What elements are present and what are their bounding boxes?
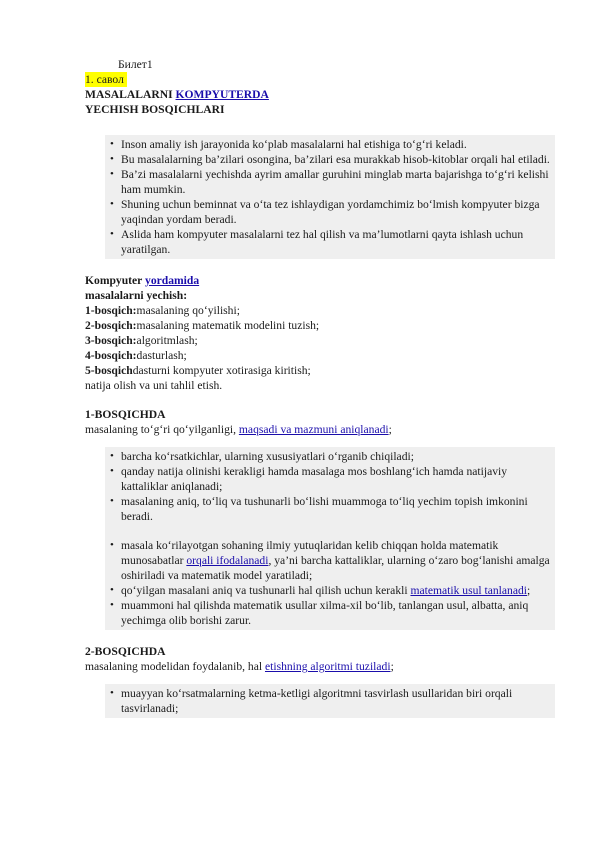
title-text: MASALALARNI — [85, 88, 176, 101]
step-row — [85, 303, 555, 318]
stage1-intro-text: masalaning to‘g‘ri qo‘yilganligi, — [85, 423, 239, 436]
step-row — [85, 333, 555, 348]
step-label: 4-bosqich: — [85, 349, 137, 362]
list-item — [105, 538, 555, 583]
list-item: • qanday natija olinishi kerakligi hamda masalaga mos boshlang‘ich hamda natijaviy kattaliklar aniqlanadi; — [105, 464, 555, 494]
bullet-text: qo‘yilgan masalani aniq va tushunarli hal qilish uchun kerakli — [121, 584, 411, 597]
list-item: • Aslida ham kompyuter masalalarni tez hal qilish va ma’lumotlarni qayta ishlash uchun yaratilgan. — [105, 227, 555, 257]
stage2-intro — [85, 659, 555, 674]
step-text: masalaning matematik modelini tuzish; — [136, 319, 320, 332]
stage1-intro-link[interactable]: maqsadi va mazmuni aniqlanadi — [238, 423, 389, 436]
bullet-link[interactable]: matematik usul tanlanadi — [410, 584, 528, 597]
list-item: • muammoni hal qilishda matematik usullar xilma-xil bo‘lib, tanlangan usul, albatta, aniq yechimga olib borishi zarur. — [105, 598, 555, 628]
steps-heading — [85, 273, 555, 288]
stage1-bullet-list-b — [105, 538, 555, 628]
intro-bullet-list — [105, 137, 555, 257]
bullet-text: ; — [527, 584, 531, 597]
step-text: dasturlash; — [136, 349, 187, 362]
list-item: • muayyan ko‘rsatmalarning ketma-ketligi algoritmni tasvirlash usullaridan biri orqali tasvirlanadi; — [105, 686, 555, 716]
stage2-intro-link[interactable]: etishning algoritmi tuziladi — [264, 660, 391, 673]
list-item: • Shuning uchun beminnat va o‘ta tez ishlaydigan yordamchimiz bo‘lmish kompyuter bizga yaqindan yordam beradi. — [105, 197, 555, 227]
ticket-label: Билет1 — [118, 58, 153, 71]
step-label: 1-bosqich: — [85, 304, 137, 317]
bullet-link[interactable]: orqali ifodalanadi — [186, 554, 269, 567]
step-text: masalaning qo‘yilishi; — [136, 304, 240, 317]
stage2-intro-end: ; — [390, 660, 394, 673]
steps-heading-text: Kompyuter — [85, 274, 146, 287]
main-title — [85, 87, 555, 102]
stage2-bullet-box — [105, 684, 555, 718]
step-label: 5-bosqich — [85, 364, 133, 377]
list-item: • barcha ko‘rsatkichlar, ularning xususiyatlari o‘rganib chiqiladi; — [105, 449, 555, 464]
step-row — [85, 348, 555, 363]
question-label: 1. савол — [85, 72, 127, 87]
title-link[interactable]: KOMPYUTERDA — [175, 88, 269, 101]
stage1-intro-end: ; — [388, 423, 392, 436]
bullet-text: masala ko‘rilayotgan sohaning ilmiy yutuqlaridan kelib chiqqan holda matematik munosabatlar — [121, 539, 499, 567]
step-text: algoritmlash; — [136, 334, 198, 347]
list-item: • Inson amaliy ish jarayonida ko‘plab masalalarni hal etishiga to‘g‘ri keladi. — [105, 137, 555, 152]
stage1-intro — [85, 422, 555, 437]
steps-heading-line2: masalalarni yechish: — [85, 289, 188, 302]
stage2-intro-text: masalaning modelidan foydalanib, hal — [85, 660, 265, 673]
list-item — [105, 583, 555, 598]
step-label: 3-bosqich: — [85, 334, 137, 347]
stage1-heading: 1-BOSQICHDA — [85, 408, 166, 421]
step-label: 2-bosqich: — [85, 319, 137, 332]
step-row — [85, 318, 555, 333]
steps-heading-link[interactable]: yordamida — [145, 274, 200, 287]
step-row — [85, 363, 555, 378]
stage2-bullet-list — [105, 686, 555, 716]
stage2-heading: 2-BOSQICHDA — [85, 645, 166, 658]
steps-final: natija olish va uni tahlil etish. — [85, 379, 223, 392]
stage1-bullet-box — [105, 447, 555, 630]
list-item: • Bu masalalarning ba’zilari osongina, ba’zilari esa murakkab hisob-kitoblar orqali hal etiladi. — [105, 152, 555, 167]
intro-bullet-box — [105, 135, 555, 259]
bullet-text: , ya’ni barcha kattaliklar, ularning o‘zaro bog‘lanishi amalga oshiriladi va matematik model yaratiladi; — [121, 554, 550, 582]
step-text: dasturni kompyuter xotirasiga kiritish; — [132, 364, 311, 377]
stage1-bullet-list-a — [105, 449, 555, 524]
document-content — [85, 57, 555, 718]
list-item: • Ba’zi masalalarni yechishda ayrim amallar guruhini minglab marta bajarishga to‘g‘ri kelishi ham mumkin. — [105, 167, 555, 197]
list-item: • masalaning aniq, to‘liq va tushunarli bo‘lishi muammoga to‘liq yechim topish imkonini beradi. — [105, 494, 555, 524]
main-title-line2: YECHISH BOSQICHLARI — [85, 103, 225, 116]
